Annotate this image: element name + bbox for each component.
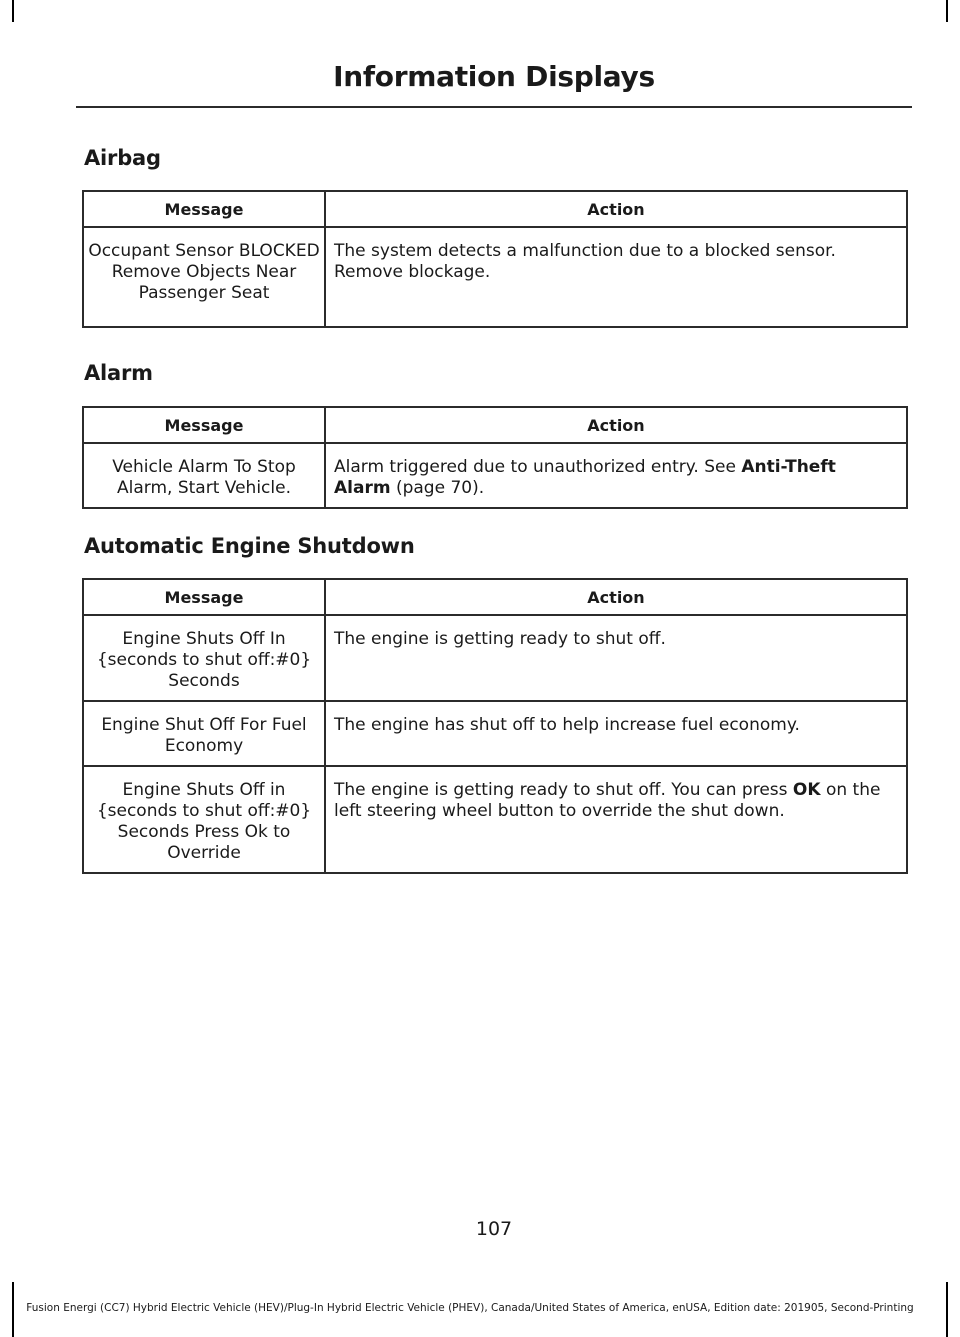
table-row bbox=[83, 227, 907, 327]
action-text: Alarm triggered due to unauthorized entry. See bbox=[334, 457, 742, 477]
table-row bbox=[83, 701, 907, 766]
message-cell: Occupant Sensor BLOCKED Remove Objects Near Passenger Seat bbox=[83, 227, 325, 327]
crop-mark-top-left bbox=[12, 0, 14, 22]
cross-reference-link[interactable]: Anti-Theft Alarm bbox=[334, 457, 836, 498]
page-header-title: Information Displays bbox=[333, 60, 655, 93]
column-header-message: Message bbox=[83, 407, 325, 443]
action-cell: The engine is getting ready to shut off. bbox=[325, 615, 907, 701]
table-header-row bbox=[83, 407, 907, 443]
ok-button-label: OK bbox=[792, 780, 821, 800]
crop-mark-top-right bbox=[946, 0, 948, 22]
section-title-alarm: Alarm bbox=[84, 361, 153, 385]
column-header-message: Message bbox=[83, 191, 325, 227]
action-text-continued: on the left steering wheel button to override the shut down. bbox=[334, 780, 881, 821]
message-cell: Engine Shuts Off In {seconds to shut off:#0} Seconds bbox=[83, 615, 325, 701]
table-header-row bbox=[83, 579, 907, 615]
header-divider bbox=[76, 106, 912, 108]
page-number: 107 bbox=[475, 1218, 513, 1240]
action-cell bbox=[325, 766, 907, 873]
action-cell: The engine has shut off to help increase fuel economy. bbox=[325, 701, 907, 766]
message-cell: Vehicle Alarm To Stop Alarm, Start Vehicle. bbox=[83, 443, 325, 508]
table-row bbox=[83, 443, 907, 508]
action-text: The engine is getting ready to shut off. You can press bbox=[334, 780, 793, 800]
column-header-action: Action bbox=[325, 407, 907, 443]
section-title-automatic-engine-shutdown: Automatic Engine Shutdown bbox=[84, 534, 415, 558]
column-header-action: Action bbox=[325, 579, 907, 615]
crop-mark-bottom-right bbox=[946, 1282, 948, 1337]
message-cell: Engine Shut Off For Fuel Economy bbox=[83, 701, 325, 766]
table-row bbox=[83, 615, 907, 701]
message-cell: Engine Shuts Off in {seconds to shut off:#0} Seconds Press Ok to Override bbox=[83, 766, 325, 873]
footer-edition-info: Fusion Energi (CC7) Hybrid Electric Vehicle (HEV)/Plug-In Hybrid Electric Vehicle (PHEV), Canada/United States of America, enUSA, Edition date: 201905, Second-Printing bbox=[26, 1302, 914, 1314]
action-cell: The system detects a malfunction due to a blocked sensor. Remove blockage. bbox=[325, 227, 907, 327]
alarm-message-table bbox=[82, 406, 908, 509]
action-cell bbox=[325, 443, 907, 508]
table-header-row bbox=[83, 191, 907, 227]
column-header-message: Message bbox=[83, 579, 325, 615]
airbag-message-table bbox=[82, 190, 908, 328]
engine-shutdown-message-table bbox=[82, 578, 908, 874]
column-header-action: Action bbox=[325, 191, 907, 227]
table-row bbox=[83, 766, 907, 873]
page-reference: (page 70). bbox=[390, 478, 485, 498]
section-title-airbag: Airbag bbox=[84, 146, 161, 170]
